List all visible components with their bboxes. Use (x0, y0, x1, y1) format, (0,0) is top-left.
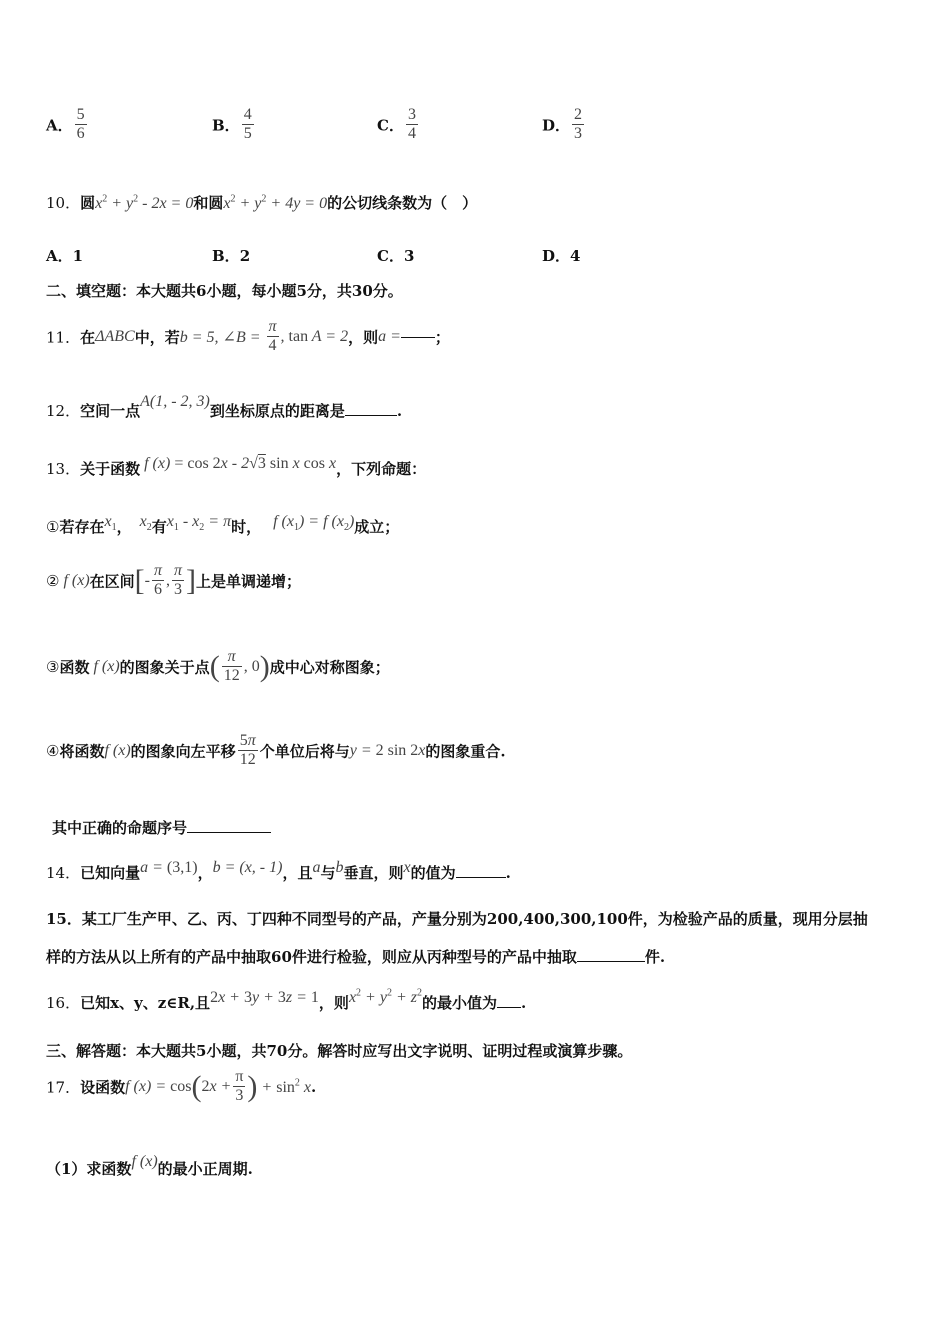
fraction-pi-6: $\frac{\pi}{6}$ (154, 562, 163, 599)
q10-option-c: C．3 (377, 247, 415, 265)
option-label: B． (212, 116, 240, 135)
question-12: 12．空间一点A(1, - 2, 3)到坐标原点的距离是 . (46, 393, 403, 420)
answer-blank[interactable] (497, 1006, 521, 1008)
option-label: C． (377, 116, 404, 135)
answer-blank[interactable] (187, 831, 271, 833)
question-16: 16．已知x、y、z∈R,且2x + 3y + 3z = 1，则$x^2 + y^2 + z^2$的最小值为 . (46, 987, 527, 1012)
proposition-4: ④将函数f (x)的图象向左平移 $\frac{5\pi}{12}$ 个单位后将与y = 2 sin 2x的图象重合. (46, 732, 506, 769)
question-13-summary: 其中正确的命题序号 (52, 817, 271, 838)
fraction-pi-3: $\frac{\pi}{3}$ (174, 562, 183, 599)
question-14: 14．已知向量a = (3,1)，b = (x, - 1)，且a与b垂直，则x的值为 . (46, 859, 511, 882)
vector-b: b = (x, - 1) (212, 859, 283, 876)
proposition-1: ①若存在$x_1$， $x_2$有$x_1 - x_2 = \pi$时， f $(x_1) = f$ $(x_2)$成立； (46, 513, 400, 536)
math-plane: 2x + 3y + 3z = 1 (210, 989, 319, 1006)
fraction: $\frac{2}{3}$ (574, 106, 583, 143)
fraction: $\frac{3}{4}$ (407, 106, 416, 143)
math-circle-1: $x^2 + y^2 - 2x = 0$ (95, 193, 194, 212)
answer-blank[interactable] (456, 876, 506, 878)
math-condition: b = 5, ∠B = (179, 328, 265, 346)
option-label: A． (46, 116, 73, 135)
triangle-abc: ΔABC (95, 327, 135, 345)
question-17: 17．设函数f (x) = cos(2x + $\frac{\pi}{3}$ ) + $\sin^2 x$. (46, 1068, 317, 1105)
math-function-f: f (x) = cos 2x - 2√3 sin x cos x (140, 455, 337, 472)
question-11: 11．在ΔABC中，若b = 5, ∠B = $\frac{\pi}{4}$ , tan A = 2，则a = ； (46, 318, 450, 355)
option-label: D． (542, 116, 571, 135)
math-function-17: f (x) = cos (125, 1077, 192, 1095)
point-a: A(1, - 2, 3) (140, 393, 210, 410)
fraction-pi-12: $\frac{\pi}{12}$ (223, 648, 240, 685)
q9-option-c (377, 106, 420, 144)
fraction-pi-3: $\frac{\pi}{3}$ (235, 1068, 244, 1105)
q10-option-b: B．2 (212, 247, 251, 265)
vector-a: a = (3,1) (140, 859, 198, 876)
question-17-part-1: （1）求函数f (x)的最小正周期. (46, 1153, 253, 1178)
answer-blank[interactable] (345, 414, 397, 416)
question-10: 10．圆$x^2 + y^2 - 2x = 0$和圆$x^2 + y^2 + 4y = 0$的公切线条数为（ ） (46, 193, 478, 212)
question-15: 15．某工厂生产甲、乙、丙、丁四种不同型号的产品，产量分别为200,400,300,100件，为检验产品的质量，现用分层抽 样的方法从以上所有的产品中抽取60件进行检验，则应从丙种型号的产品中抽取 件. (46, 910, 868, 966)
proposition-2: ② f (x)在区间[- $\frac{\pi}{6}$ , $\frac{\pi}{3}$ ]上是单调递增； (46, 562, 302, 599)
proposition-3: ③函数 f (x)的图象关于点( $\frac{\pi}{12}$ , 0)成中心对称图象； (46, 648, 390, 685)
section-heading-answer: 三、解答题：本大题共5小题，共70分。解答时应写出文字说明、证明过程或演算步骤。 (46, 1042, 633, 1060)
fraction-5pi-12: $\frac{5\pi}{12}$ (239, 732, 256, 769)
q9-option-b (212, 106, 256, 144)
fraction: $\frac{5}{6}$ (76, 106, 85, 143)
math-sum-squares: $x^2 + y^2 + z^2$ (348, 987, 422, 1006)
q10-option-d: D．4 (542, 247, 581, 265)
question-13: 13．关于函数 f (x) = cos 2x - 2√3 sin x cos x，下列命题： (46, 455, 427, 478)
fraction: $\frac{4}{5}$ (243, 106, 252, 143)
section-heading-fill-in: 二、填空题：本大题共6小题，每小题5分，共30分。 (46, 282, 403, 300)
fraction-pi-4: $\frac{\pi}{4}$ (268, 318, 277, 355)
q9-option-a (46, 106, 89, 144)
q10-option-a: A．1 (46, 247, 84, 265)
answer-blank[interactable] (577, 960, 645, 962)
answer-blank[interactable] (401, 336, 435, 338)
q9-option-d (542, 106, 586, 144)
math-circle-2: $x^2 + y^2 + 4y = 0$ (223, 193, 328, 212)
